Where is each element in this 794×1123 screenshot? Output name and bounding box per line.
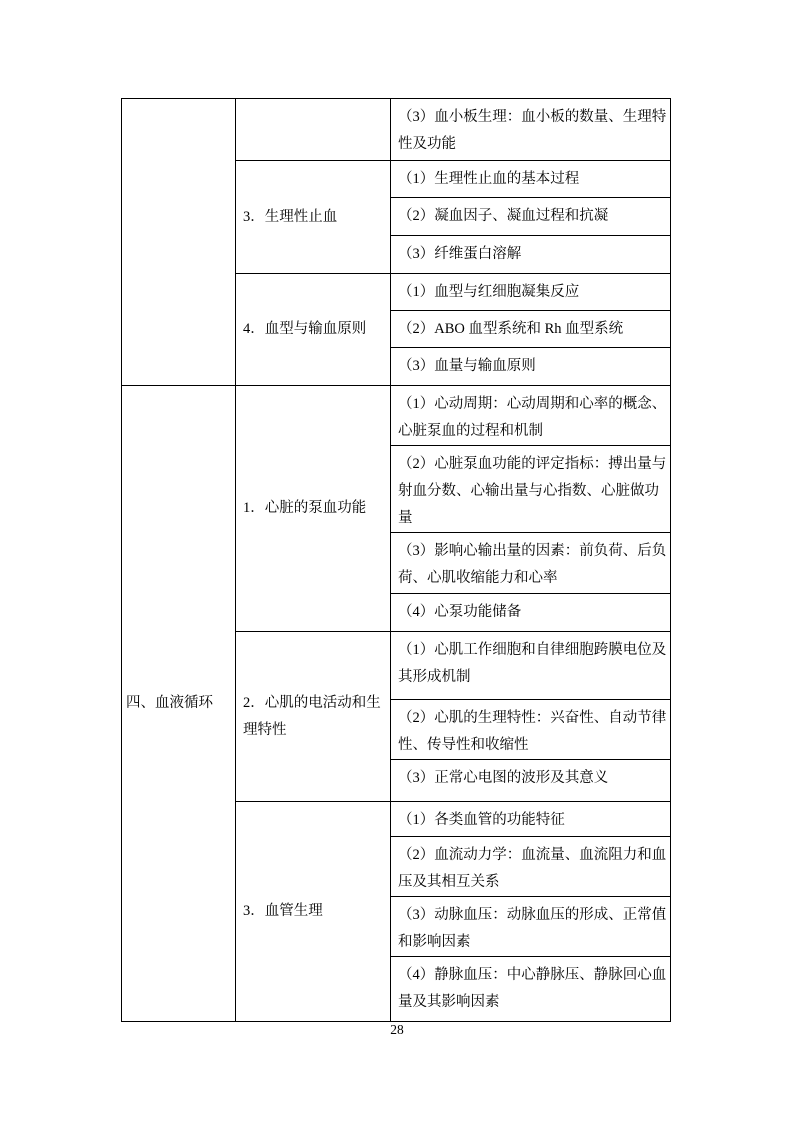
- item-cell: （1）心动周期：心动周期和心率的概念、心脏泵血的过程和机制: [391, 386, 671, 446]
- item-cell: （3）动脉血压：动脉血压的形成、正常值和影响因素: [391, 897, 671, 957]
- item-cell: （2）心肌的生理特性：兴奋性、自动节律性、传导性和收缩性: [391, 700, 671, 760]
- chapter-cell: 四、血液循环: [122, 386, 236, 1022]
- subsection-cell: 4．血型与输血原则: [236, 274, 391, 386]
- table-row: [122, 386, 671, 446]
- item-cell: （2）ABO 血型系统和 Rh 血型系统: [391, 311, 671, 348]
- item-cell: （3）影响心输出量的因素：前负荷、后负荷、心肌收缩能力和心率: [391, 533, 671, 594]
- item-cell: （3）纤维蛋白溶解: [391, 236, 671, 274]
- item-cell: （1）心肌工作细胞和自律细胞跨膜电位及其形成机制: [391, 632, 671, 700]
- subsection-cell: 3．生理性止血: [236, 161, 391, 274]
- subsection-cell: 1．心脏的泵血功能: [236, 386, 391, 632]
- item-cell: （2）血流动力学：血流量、血流阻力和血压及其相互关系: [391, 837, 671, 897]
- subsection-cell: 3．血管生理: [236, 802, 391, 1022]
- item-cell: （1）各类血管的功能特征: [391, 802, 671, 837]
- item-cell: （3）血小板生理：血小板的数量、生理特性及功能: [391, 99, 671, 161]
- item-cell: （1）血型与红细胞凝集反应: [391, 274, 671, 311]
- page-number: 28: [390, 1022, 404, 1037]
- chapter-cell: [122, 99, 236, 386]
- item-cell: （2）凝血因子、凝血过程和抗凝: [391, 198, 671, 236]
- item-cell: （3）血量与输血原则: [391, 348, 671, 386]
- item-cell: （1）生理性止血的基本过程: [391, 161, 671, 198]
- item-cell: （3）正常心电图的波形及其意义: [391, 760, 671, 802]
- item-cell: （4）心泵功能储备: [391, 594, 671, 632]
- subsection-cell: 2．心肌的电活动和生理特性: [236, 632, 391, 802]
- item-cell: （2）心脏泵血功能的评定指标：搏出量与射血分数、心输出量与心指数、心脏做功量: [391, 446, 671, 533]
- subsection-cell: [236, 99, 391, 161]
- item-cell: （4）静脉血压：中心静脉压、静脉回心血量及其影响因素: [391, 957, 671, 1022]
- table-row: [122, 99, 671, 161]
- syllabus-table: [121, 98, 671, 1022]
